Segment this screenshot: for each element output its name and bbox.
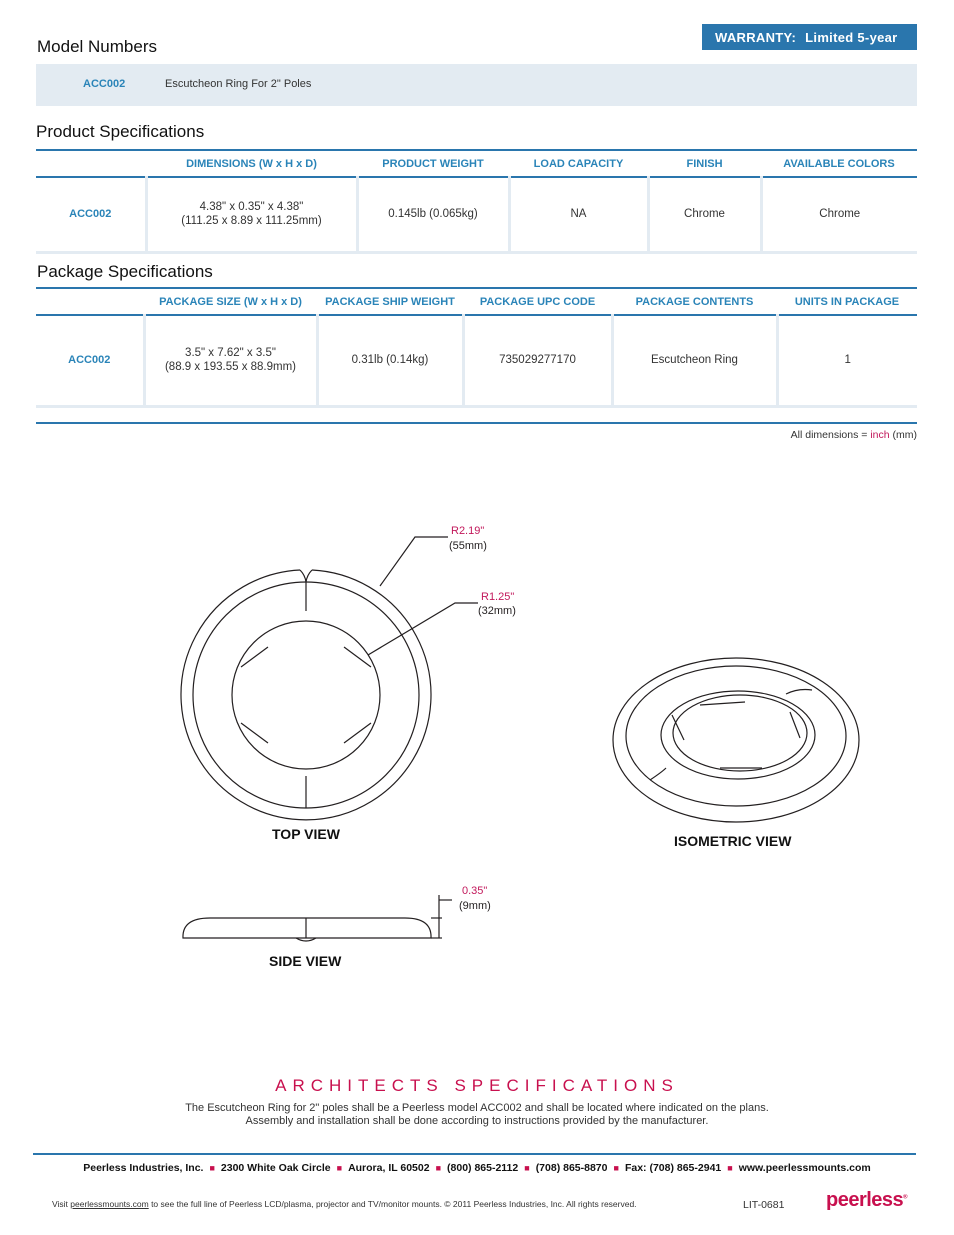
model-cell: ACC002 — [36, 315, 144, 406]
logo-text: peerless — [826, 1189, 904, 1211]
architects-line-1: The Escutcheon Ring for 2" poles shall be a Peerless model ACC002 and shall be located where indicated on the plans. — [185, 1102, 769, 1114]
peerless-logo — [826, 1189, 907, 1212]
warranty-value: Limited 5-year — [805, 29, 898, 45]
package-size-inches: 3.5" x 7.62" x 3.5" — [185, 347, 276, 360]
footer-address: 2300 White Oak Circle — [220, 1162, 331, 1174]
side-view-label: SIDE VIEW — [269, 953, 342, 969]
footer-divider — [33, 1153, 916, 1155]
side-view-drawing — [183, 895, 452, 941]
top-view-inner-edge — [232, 621, 380, 769]
weight-cell: 0.145lb (0.065kg) — [357, 177, 509, 252]
colors-cell: Chrome — [761, 177, 917, 252]
r-outer-leader — [380, 537, 448, 586]
dimensions-mm: (111.25 x 8.89 x 111.25mm) — [181, 215, 322, 228]
model-description: Escutcheon Ring For 2" Poles — [165, 78, 312, 90]
separator-icon: ■ — [727, 1163, 733, 1173]
dimensions-note-prefix: All dimensions = — [790, 429, 871, 441]
r-outer-label: R2.19" — [451, 525, 485, 537]
footer-website-link[interactable]: www.peerlessmounts.com — [738, 1162, 871, 1174]
dimensions-note-inch: inch — [870, 429, 890, 441]
header-cell: PACKAGE SIZE (W x H x D) — [144, 288, 317, 315]
header-cell: AVAILABLE COLORS — [761, 150, 917, 177]
r-inner-label: R1.25" — [481, 591, 515, 603]
architects-title: ARCHITECTS SPECIFICATIONS — [275, 1076, 679, 1095]
footer-fax: Fax: (708) 865-2941 — [624, 1162, 722, 1174]
separator-icon: ■ — [209, 1163, 215, 1173]
height-mm-label: (9mm) — [459, 900, 491, 912]
architects-text — [0, 1102, 954, 1128]
architects-line-2: Assembly and installation shall be done according to instructions provided by the manufacturer. — [245, 1115, 709, 1127]
visit-suffix: to see the full line of Peerless LCD/plasma, projector and TV/monitor mounts. © 2011 Peerless Industries, Inc. All rights reserved. — [148, 1199, 637, 1209]
header-cell: PRODUCT WEIGHT — [357, 150, 509, 177]
visit-note — [52, 1199, 637, 1209]
isometric-view-label: ISOMETRIC VIEW — [674, 833, 792, 849]
model-cell: ACC002 — [36, 177, 146, 252]
header-cell: LOAD CAPACITY — [509, 150, 648, 177]
top-view-label: TOP VIEW — [272, 826, 340, 842]
header-cell: UNITS IN PACKAGE — [777, 288, 917, 315]
header-cell: DIMENSIONS (W x H x D) — [146, 150, 357, 177]
header-cell: PACKAGE UPC CODE — [463, 288, 612, 315]
lit-number: LIT-0681 — [743, 1199, 785, 1211]
r-inner-leader — [368, 603, 478, 655]
visit-link[interactable]: peerlessmounts.com — [70, 1199, 149, 1209]
separator-icon: ■ — [336, 1163, 343, 1173]
header-cell: PACKAGE CONTENTS — [612, 288, 777, 315]
header-cell: PACKAGE SHIP WEIGHT — [317, 288, 463, 315]
upc-cell: 735029277170 — [463, 315, 612, 406]
footer-phone-2: (708) 865-8870 — [535, 1162, 608, 1174]
package-specs-title: Package Specifications — [37, 262, 213, 281]
visit-prefix: Visit — [52, 1199, 71, 1209]
separator-icon: ■ — [613, 1163, 619, 1173]
footer-contact-line — [0, 1162, 954, 1174]
dimensions-note-suffix: (mm) — [889, 429, 917, 441]
separator-icon: ■ — [435, 1163, 442, 1173]
r-outer-mm-label: (55mm) — [449, 540, 487, 552]
r-inner-mm-label: (32mm) — [478, 605, 516, 617]
model-numbers-title: Model Numbers — [37, 37, 157, 56]
logo-registered-mark: ® — [903, 1194, 908, 1201]
package-size-mm: (88.9 x 193.55 x 88.9mm) — [164, 361, 297, 374]
warranty-label: WARRANTY: — [715, 29, 797, 45]
top-view-split-top — [300, 570, 312, 582]
footer-phone-1: (800) 865-2112 — [447, 1162, 519, 1174]
product-specs-title: Product Specifications — [36, 122, 205, 141]
isometric-view-drawing — [613, 658, 859, 822]
dimensions-inches: 4.38" x 0.35" x 4.38" — [199, 201, 304, 214]
units-cell: 1 — [777, 315, 917, 406]
top-view-outer-inner-edge — [193, 582, 419, 808]
load-capacity-cell: NA — [509, 177, 648, 252]
height-label: 0.35" — [462, 885, 488, 897]
header-cell: FINISH — [648, 150, 761, 177]
ship-weight-cell: 0.31lb (0.14kg) — [317, 315, 463, 406]
top-view-drawing — [181, 537, 478, 820]
footer-company: Peerless Industries, Inc. — [83, 1162, 204, 1174]
model-code: ACC002 — [83, 78, 126, 90]
footer-city: Aurora, IL 60502 — [348, 1162, 430, 1174]
finish-cell: Chrome — [648, 177, 761, 252]
contents-cell: Escutcheon Ring — [612, 315, 777, 406]
separator-icon: ■ — [524, 1163, 530, 1173]
